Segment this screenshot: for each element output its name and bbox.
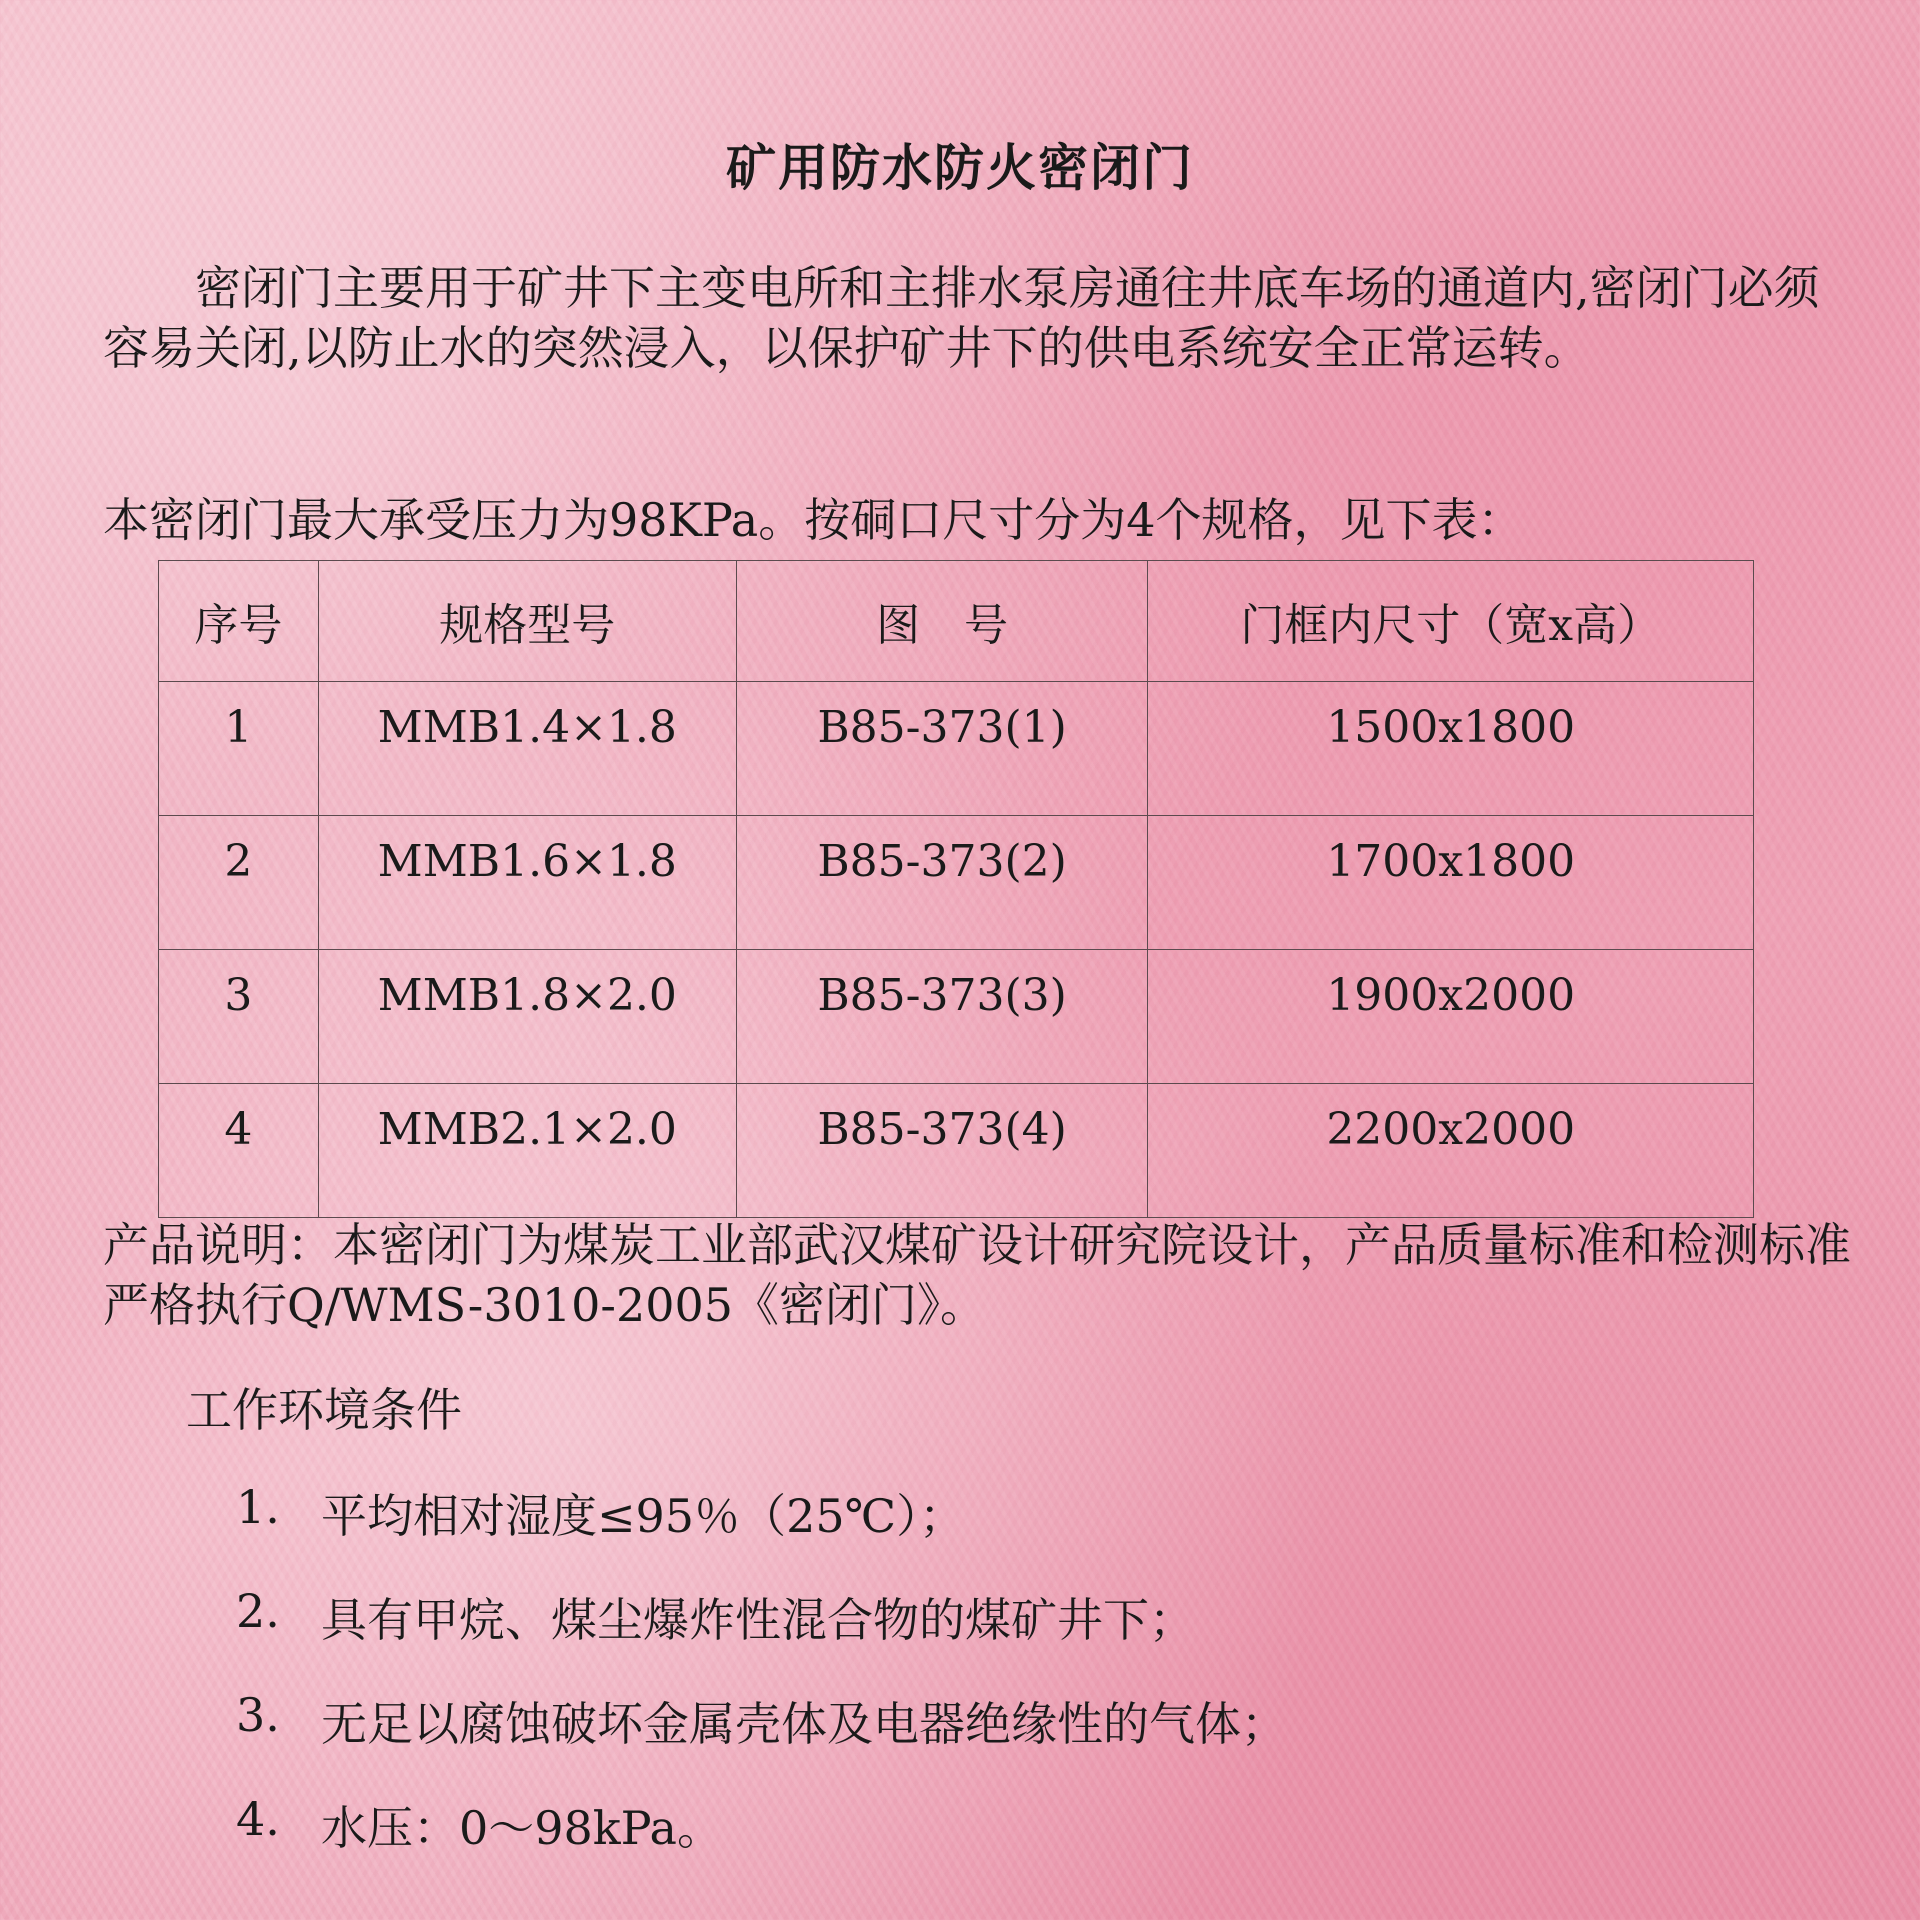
cell-index: 4: [159, 1084, 319, 1218]
cell-frame-size: 1500x1800: [1148, 682, 1754, 816]
cell-drawing-no: B85-373(3): [736, 950, 1148, 1084]
header-frame-size: 门框内尺寸（宽x高）: [1148, 561, 1754, 682]
cell-index: 3: [159, 950, 319, 1084]
cell-model: MMB1.4×1.8: [318, 682, 736, 816]
header-drawing-no: 图 号: [736, 561, 1148, 682]
product-description: 产品说明：本密闭门为煤炭工业部武汉煤矿设计研究院设计，产品质量标准和检测标准严格执行Q/WMS-3010-2005《密闭门》。: [103, 1218, 1851, 1332]
cell-model: MMB1.8×2.0: [318, 950, 736, 1084]
cell-model: MMB1.6×1.8: [318, 816, 736, 950]
spec-table: [158, 560, 1754, 1218]
cell-frame-size: 1900x2000: [1148, 950, 1754, 1084]
pressure-note: 本密闭门最大承受压力为98KPa。按硐口尺寸分为4个规格，见下表：: [103, 493, 1524, 547]
list-item-text: 无足以腐蚀破坏金属壳体及电器绝缘性的气体；: [321, 1697, 1287, 1751]
intro-paragraph: 密闭门主要用于矿井下主变电所和主排水泵房通往井底车场的通道内,密闭门必须容易关闭,以防止水的突然浸入，以保护矿井下的供电系统安全正常运转。: [103, 261, 1820, 375]
table-row: [159, 816, 1754, 950]
list-item: [236, 1688, 1287, 1792]
list-item-number: 4.: [236, 1792, 280, 1846]
cell-frame-size: 1700x1800: [1148, 816, 1754, 950]
environment-heading: 工作环境条件: [186, 1383, 462, 1437]
list-item-text: 具有甲烷、煤尘爆炸性混合物的煤矿井下；: [321, 1593, 1195, 1647]
cell-index: 2: [159, 816, 319, 950]
environment-list: [236, 1480, 1287, 1896]
table-row: [159, 682, 1754, 816]
list-item-number: 2.: [236, 1584, 280, 1638]
cell-drawing-no: B85-373(1): [736, 682, 1148, 816]
header-model: 规格型号: [318, 561, 736, 682]
table-row: [159, 1084, 1754, 1218]
cell-drawing-no: B85-373(2): [736, 816, 1148, 950]
cell-frame-size: 2200x2000: [1148, 1084, 1754, 1218]
list-item: [236, 1584, 1287, 1688]
cell-drawing-no: B85-373(4): [736, 1084, 1148, 1218]
list-item-number: 1.: [236, 1480, 280, 1534]
list-item: [236, 1480, 1287, 1584]
list-item: [236, 1792, 1287, 1896]
list-item-text: 平均相对湿度≤95％（25℃）；: [321, 1489, 966, 1543]
page-title: 矿用防水防火密闭门: [726, 138, 1194, 197]
header-index: 序号: [159, 561, 319, 682]
list-item-text: 水压：0～98kPa。: [321, 1801, 723, 1855]
table-header-row: [159, 561, 1754, 682]
cell-index: 1: [159, 682, 319, 816]
table-row: [159, 950, 1754, 1084]
cell-model: MMB2.1×2.0: [318, 1084, 736, 1218]
list-item-number: 3.: [236, 1688, 280, 1742]
